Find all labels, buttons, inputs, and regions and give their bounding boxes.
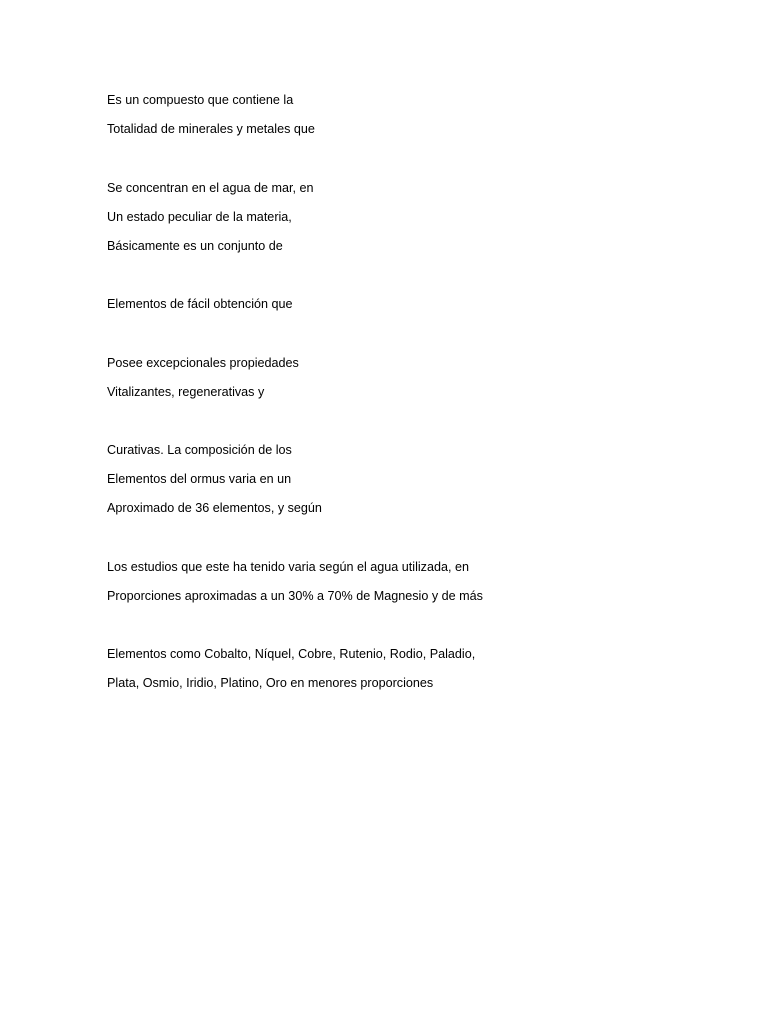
text-line: Se concentran en el agua de mar, en (107, 180, 314, 195)
text-line: Un estado peculiar de la materia, (107, 209, 292, 224)
paragraph-gap (107, 264, 727, 294)
text-line: Básicamente es un conjunto de (107, 238, 283, 253)
document-body (107, 89, 727, 701)
text-line: Curativas. La composición de los (107, 443, 292, 457)
text-line: Aproximado de 36 elementos, y según (107, 501, 322, 515)
text-line: Plata, Osmio, Iridio, Platino, Oro en menores proporciones (107, 676, 434, 690)
text-line: Posee excepcionales propiedades (107, 355, 299, 370)
text-line: Es un compuesto que contiene la (107, 93, 294, 107)
paragraph (107, 556, 727, 614)
paragraph-gap (107, 410, 727, 440)
paragraph (107, 177, 727, 264)
text-line: Elementos de fácil obtención que (107, 297, 293, 311)
paragraph (107, 89, 727, 147)
paragraph-gap (107, 614, 727, 644)
text-line: Totalidad de minerales y metales que (107, 122, 315, 136)
text-line: Elementos del ormus varia en un (107, 472, 292, 486)
text-line: Los estudios que este ha tenido varia según el agua utilizada, en (107, 559, 469, 574)
paragraph-gap (107, 322, 727, 352)
text-line: Vitalizantes, regenerativas y (107, 384, 265, 399)
text-line: Elementos como Cobalto, Níquel, Cobre, Rutenio, Rodio, Paladio, (107, 647, 476, 661)
paragraph (107, 352, 727, 410)
paragraph (107, 293, 727, 322)
paragraph (107, 643, 727, 701)
text-line: Proporciones aproximadas a un 30% a 70% de Magnesio y de más (107, 588, 483, 603)
paragraph-gap (107, 526, 727, 556)
paragraph (107, 439, 727, 526)
paragraph-gap (107, 147, 727, 177)
